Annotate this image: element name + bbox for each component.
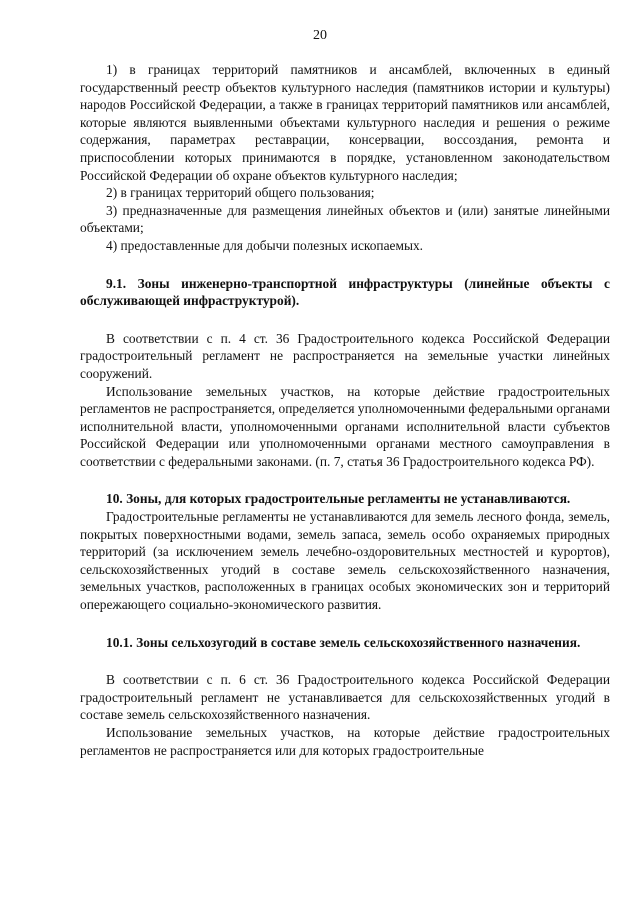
page-number: 20 [313, 28, 327, 43]
section-9-1-paragraph-2: Использование земельных участков, на которые действие градостроительных регламентов не распространяется, определяется уполномоченными федеральными органами исполнительной власти, уполномоченными органами исполнительной власти субъектов Российской Федерации или уполномоченными органами местного самоуправления в соответствии с федеральными законами. (п. 7, статья 36 Градостроительного кодекса РФ). [80, 383, 610, 469]
section-10-1-paragraph-1: В соответствии с п. 6 ст. 36 Градостроительного кодекса Российской Федерации градостроительный регламент не устанавливается для сельскохозяйственных угодий в составе земель сельскохозяйственного назначения. [80, 672, 610, 723]
document-body [80, 61, 610, 759]
section-heading-10-1: 10.1. Зоны сельхозугодий в составе земель сельскохозяйственного назначения. [106, 634, 581, 650]
list-item-1: 1) в границах территорий памятников и ансамблей, включенных в единый государственный реестр объектов культурного наследия (памятников истории и культуры) народов Российской Федерации, а также в границах территорий памятников или ансамблей, которые являются выявленными объектами культурного наследия и решения о режиме содержания, параметрах реставрации, консервации, воссоздания, ремонта и приспособлении которых принимаются в порядке, установленном законодательством Российской Федерации об охране объектов культурного наследия; [80, 62, 610, 183]
section-10-paragraph-1: Градостроительные регламенты не устанавливаются для земель лесного фонда, земель, покрытых поверхностными водами, земель запаса, земель особо охраняемых природных территорий (за исключением земель лечебно-оздоровительных местностей и курортов), сельскохозяйственных угодий в составе земель сельскохозяйственного назначения, земельных участков, расположенных в границах особых экономических зон и территорий опережающего социально-экономического развития. [80, 509, 610, 613]
list-item-4: 4) предоставленные для добычи полезных ископаемых. [106, 237, 424, 253]
section-heading-10: 10. Зоны, для которых градостроительные регламенты не устанавливаются. [106, 491, 571, 507]
list-item-2: 2) в границах территорий общего пользования; [106, 185, 375, 201]
section-10-1-paragraph-2: Использование земельных участков, на которые действие градостроительных регламентов не распространяется или для которых градостроительные [80, 725, 610, 758]
section-9-1-paragraph-1: В соответствии с п. 4 ст. 36 Градостроительного кодекса Российской Федерации градостроительный регламент не распространяется на земельные участки линейных сооружений. [80, 330, 610, 381]
section-heading-9-1: 9.1. Зоны инженерно-транспортной инфраструктуры (линейные объекты с обслуживающей инфраструктурой). [80, 275, 610, 309]
list-item-3: 3) предназначенные для размещения линейных объектов и (или) занятые линейными объектами; [80, 202, 610, 236]
